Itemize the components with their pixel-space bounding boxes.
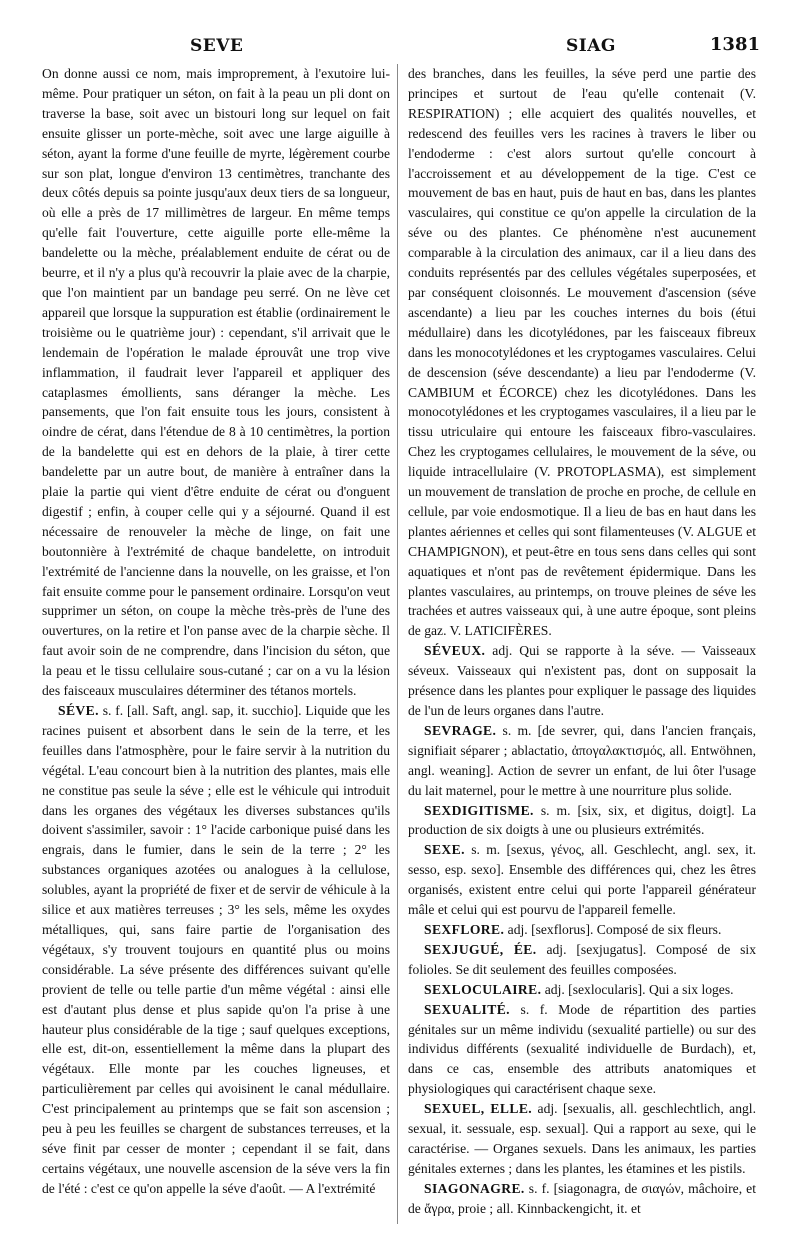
entry-headword: SEXLOCULAIRE. — [424, 981, 542, 997]
dictionary-entry — [408, 721, 756, 801]
dictionary-entry — [408, 980, 756, 1000]
entry-headword: SEXFLORE. — [424, 921, 505, 937]
entry-headword: SÉVEUX. — [424, 643, 486, 659]
running-head-right: SIAG — [566, 36, 616, 56]
dictionary-entry — [408, 1000, 756, 1100]
entry-headword: SEXJUGUÉ, ÉE. — [424, 941, 537, 957]
entry-body: adj. [sexflorus]. Composé de six fleurs. — [504, 921, 722, 937]
running-head-left: SEVE — [190, 36, 244, 56]
dictionary-entry — [408, 840, 756, 920]
continued-paragraph — [42, 64, 390, 701]
dictionary-entry — [408, 641, 756, 721]
entry-body: s. f. [siagonagra, de σιαγών, mâchoire, et de ἄγρα, proie ; all. Kinnbackengicht, it. et — [408, 1180, 756, 1216]
dictionary-entry — [408, 940, 756, 980]
entry-headword: SEXDIGITISME. — [424, 802, 534, 818]
entry-body: s. f. [all. Saft, angl. sap, it. succhio]. Liquide que les racines puisent et absorbent dans le sein de la terre, et les feuilles dans l'atmosphère, pour le faire servir à la nutrition du végétal. L'eau concourt bien à la nutrition des plantes, mais elle ne constitue pas seule la séve ; elle est le véhicule qui introduit dans les organes des végétaux les diverses substances qu'ils doivent s'assimiler, savoir : 1° l'acide carbonique puisé dans les engrais, dans le fumier, dans le sein de la terre ; 2° les substances organiques azotées ou analogues à la cellulose, solubles, ayant la propriété de fixer et de servir de véhicule à la silice et aux matières terreuses ; 3° les sels, même les oxydes métalliques, qui, sans faire partie de l'organisation des végétaux, s'y trouvent toujours en quantité plus ou moins considérable. La séve présente des différences suivant qu'elle provient de telle ou telle partie d'un même végétal : ainsi elle est d'autant plus dense et plus sapide qu'on l'a prise à une hauteur plus considérable de la tige ; sauf quelques exceptions, elle est, dit-on, essentiellement la même dans la plupart des végétaux. Elle monte par les couches ligneuses, et particulièrement par celles qui avoisinent le canal médullaire. C'est principalement au printemps que se fait son ascension ; peu à peu les feuilles se chargent de substances terreuses, et la séve finit par cesser de monter ; cependant il se fait, dans certains végétaux, une nouvelle ascension de la séve vers la fin de l'été : c'est ce qu'on appelle la séve d'août. — A l'extrémité — [42, 703, 390, 1196]
entry-headword: SEXE. — [424, 842, 465, 858]
page-number: 1381 — [709, 34, 760, 55]
entry-body: adj. [sexjugatus]. Composé de six folioles. Se dit seulement des feuilles composées. — [408, 941, 757, 977]
entry-body: s. m. [de sevrer, qui, dans l'ancien français, signifiait séparer ; ablactatio, ἀπογαλακτισμός, all. Entwöhnen, angl. weaning]. Action de sevrer un enfant, de lui ôter l'usage du lait maternel, pour le mettre à une nourriture plus solide. — [408, 722, 756, 798]
entry-headword: SEXUALITÉ. — [424, 1001, 510, 1017]
entry-body: s. f. Mode de répartition des parties génitales sur un même individu (sexualité partielle) ou sur des individus différents (sexualité individuelle de Burdach), et, dans ce cas, ensemble des attributs anatomiques et physiologiques qui caractérisent chaque sexe. — [408, 1001, 756, 1097]
entry-headword: SEXUEL, ELLE. — [424, 1101, 533, 1117]
dictionary-entry — [408, 920, 756, 940]
entry-headword: SÉVE. — [58, 703, 99, 718]
continued-paragraph — [408, 64, 756, 641]
left-column — [42, 64, 390, 1199]
dictionary-entry — [408, 1099, 756, 1179]
entry-headword: SEVRAGE. — [424, 722, 497, 738]
entry-body: adj. [sexualis, all. geschlechtlich, angl. sexual, it. sessuale, esp. sexual]. Qui a rapport au sexe, qui le caractérise. — Organes sexuels. Dans les animaux, les parties génitales externes ; dans les plantes, les étamines et les pistils. — [408, 1101, 756, 1176]
entry-body: s. m. [six, six, et digitus, doigt]. La production de six doigts à une ou plusieurs extrémités. — [408, 802, 756, 838]
entry-body: s. m. [sexus, γένος, all. Geschlecht, angl. sex, it. sesso, esp. sexo]. Ensemble des différences qui, chez les êtres organisés, existent entre celui qui porte l'appareil générateur mâle et celui qui est pourvu de l'appareil femelle. — [408, 842, 756, 918]
right-column — [408, 64, 756, 1219]
entry-body: On donne aussi ce nom, mais improprement, à l'exutoire lui-même. Pour pratiquer un séton, on fait à la peau un pli dont on traverse la base, soit avec un bistouri long sur lequel on fait ensuite glisser un porte-mèche, soit avec une large aiguille à séton, ayant la forme d'une feuille de myrte, légèrement courbe sur son plat, longue d'environ 13 centimètres, tranchante des deux côtés depuis sa pointe jusqu'aux deux tiers de sa longueur, où elle a près de 17 millimètres de largeur. En même temps qu'elle fait l'ouverture, cette aiguille porte elle-même la bandelette ou la mèche, préalablement enduite de cérat ou de beurre, et il n'y a plus qu'à recouvrir la plaie avec de la charpie, que l'on maintient par un bandage peu serré. On ne lève cet appareil que lorsque la suppuration est établie (ordinairement le troisième ou le quatrième jour) : cependant, s'il arrivait que le lendemain de l'opération le malade éprouvât une trop vive inflammation, il faudrait lever l'appareil et appliquer des cataplasmes émollients, sans déranger la mèche. Les pansements, que l'on fait ensuite tous les jours, consistent à oindre de cérat, dans l'étendue de 8 à 10 centimètres, la portion de la bandelette qui est en dehors de la plaie, à tirer cette bandelette par un autre bout, de manière à entraîner dans la plaie la partie qui vient d'être enduite de cérat ou d'onguent digestif ; enfin, à couper celle qui y a séjourné. Quand il est nécessaire de renouveler la mèche de linge, on fait une boutonnière à l'extrémité de chaque bandelette, on introduit l'extrémité de l'ancienne dans la nouvelle, on les graisse, et l'on fait ensuite comme pour le pansement ordinaire. Lorsqu'on veut supprimer un séton, on coupe la mèche très-près de l'une des ouvertures, on la retire et l'on panse avec de la charpie sèche. Il faut avoir soin de ne comprendre, dans l'incision du séton, que la peau et le tissu cellulaire sous-cutané ; car on a vu la lésion des faisceaux musculaires déterminer des tétanos mortels. — [42, 66, 390, 699]
entry-headword: SIAGONAGRE. — [424, 1180, 525, 1196]
entry-body: adj. Qui se rapporte à la séve. — Vaisseaux séveux. Vaisseaux qui n'existent pas, dont on supposait la présence dans les plantes pour expliquer le passage des liquides de l'un de leurs organes dans l'autre. — [408, 643, 756, 718]
column-divider — [397, 64, 398, 1224]
dictionary-entry — [408, 1179, 756, 1219]
dictionary-entry — [42, 701, 390, 1199]
dictionary-entry — [408, 801, 756, 841]
entry-body: adj. [sexlocularis]. Qui a six loges. — [541, 981, 734, 997]
entry-body: des branches, dans les feuilles, la séve perd une partie des principes et surtout de l'eau qu'elle contenait (V. RESPIRATION) ; elle acquiert des qualités nouvelles, et redescend des feuilles vers les racines à travers le liber ou l'endoderme : c'est alors surtout qu'elle concourt à l'accroissement et au développement de la tige. C'est ce mouvement de bas en haut, puis de haut en bas, dans les plantes vasculaires, qui constitue ce qu'on appelle la circulation de la séve ou des plantes. Ce phénomène n'est aucunement comparable à la circulation des animaux, car il a lieu dans des conduits représentés par des cellules végétales superposées, et par conséquent cloisonnés. Le mouvement d'ascension (séve ascendante) a lieu par les couches internes du bois (étui médullaire) dans les dicotylédones, par les faisceaux fibreux dans les monocotylédones et les cryptogames vasculaires. Celui de descension (séve descendante) a lieu par l'endoderme (V. CAMBIUM et ÉCORCE) chez les dicotylédones. Dans les monocotylédones et les cryptogames vasculaires, il a lieu par le tissu utriculaire qui entoure les faisceaux fibro-vasculaires. Chez les cryptogames cellulaires, le mouvement de la séve, ou liquide intracellulaire (V. PROTOPLASMA), est simplement un mouvement de translation de proche en proche, de cellule en cellule, par voie endosmotique. Il a lieu de bas en haut dans les plantes aériennes et celles qui sont filamenteuses (V. ALGUE et CHAMPIGNON), et peut-être en tous sens dans celles qui sont aquatiques et n'ont pas de revêtement épidermique. Dans les plantes vasculaires, au printemps, on trouve pleines de séve les trachées et autres vaisseaux qui, à une autre époque, sont pleins de gaz. V. LATICIFÈRES. — [408, 66, 756, 639]
